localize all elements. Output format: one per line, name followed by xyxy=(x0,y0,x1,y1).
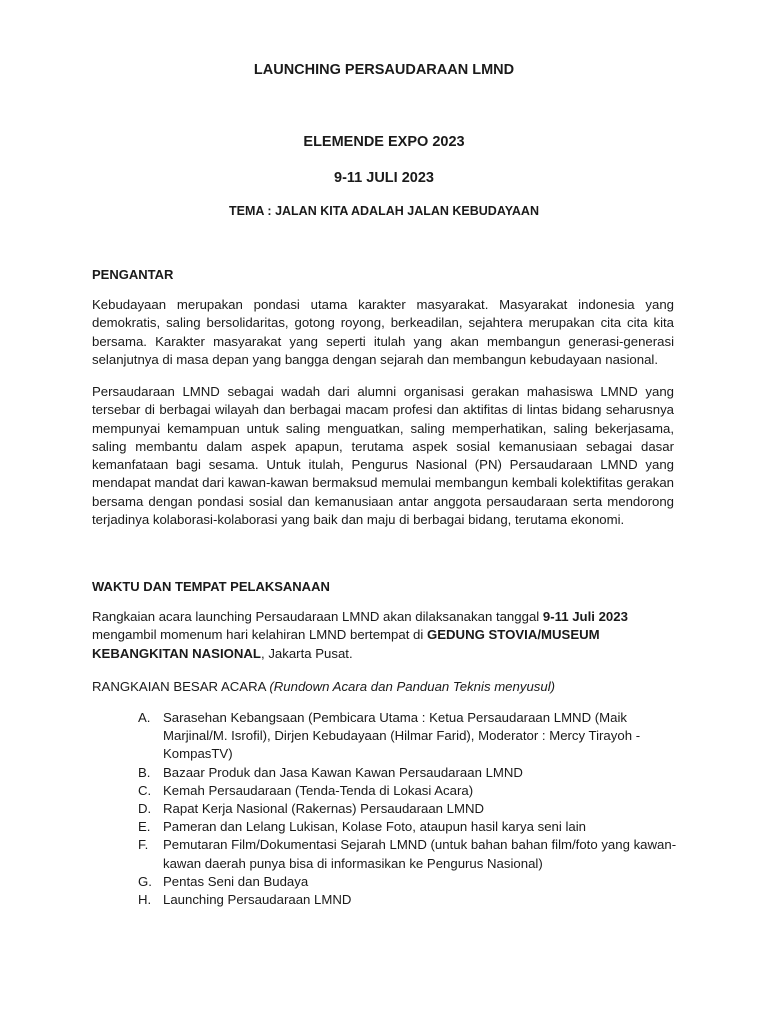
agenda-item-text: Sarasehan Kebangsaan (Pembicara Utama : Ketua Persaudaraan LMND (Maik Marjinal/M. Isrofil), Dirjen Kebudayaan (Hilmar Farid), Moderator : Mercy Tirayoh - KompasTV) xyxy=(163,710,641,762)
waktu-text-1: Rangkaian acara launching Persaudaraan LMND akan dilaksanakan tanggal xyxy=(92,609,543,624)
agenda-list xyxy=(138,709,683,909)
venue-name: GEDUNG STOVIA/MUSEUM KEBANGKITAN NASIONAL xyxy=(92,627,600,661)
waktu-paragraph xyxy=(92,608,674,663)
agenda-item-letter: C. xyxy=(138,782,152,798)
section-heading-rangkaian: RANGKAIAN BESAR ACARA xyxy=(92,679,266,694)
event-date-inline: 9-11 Juli 2023 xyxy=(542,609,628,624)
agenda-item-letter: G. xyxy=(138,873,152,889)
agenda-item xyxy=(138,782,683,800)
rangkaian-note: (Rundown Acara dan Panduan Teknis menyusul) xyxy=(269,679,556,694)
agenda-item xyxy=(138,764,683,782)
section-heading-waktu: WAKTU DAN TEMPAT PELAKSANAAN xyxy=(92,579,330,594)
agenda-item-letter: H. xyxy=(138,892,152,908)
agenda-item-text: Pameran dan Lelang Lukisan, Kolase Foto, ataupun hasil karya seni lain xyxy=(163,819,587,835)
agenda-item-text: Pemutaran Film/Dokumentasi Sejarah LMND (untuk bahan bahan film/foto yang kawan-kawan daerah punya bisa di informasikan ke Pengurus Nasional) xyxy=(163,837,677,871)
agenda-item xyxy=(138,709,683,764)
agenda-item-letter: E. xyxy=(138,819,151,835)
document-title: LAUNCHING PERSAUDARAAN LMND xyxy=(253,62,515,78)
agenda-item-text: Rapat Kerja Nasional (Rakernas) Persaudaraan LMND xyxy=(163,801,485,817)
agenda-item xyxy=(138,891,683,909)
agenda-item xyxy=(138,836,683,872)
agenda-item-text: Launching Persaudaraan LMND xyxy=(163,892,352,908)
pengantar-paragraph-1: Kebudayaan merupakan pondasi utama karakter masyarakat. Masyarakat indonesia yang demokratis, saling bersolidaritas, gotong royong, berkeadilan, sejahtera merupakan cita cita kita bersama. Karakter masyarakat yang seperti itulah yang akan membangun generasi-generasi selanjutnya di masa depan yang bangga dengan sejarah dan membangun kebudayaan nasional. xyxy=(92,297,674,367)
section-heading-pengantar: PENGANTAR xyxy=(92,267,174,282)
agenda-item-text: Bazaar Produk dan Jasa Kawan Kawan Persaudaraan LMND xyxy=(163,764,523,780)
agenda-item-text: Kemah Persaudaraan (Tenda-Tenda di Lokasi Acara) xyxy=(163,782,474,798)
event-name: ELEMENDE EXPO 2023 xyxy=(303,134,465,150)
event-theme: TEMA : JALAN KITA ADALAH JALAN KEBUDAYAAN xyxy=(229,204,539,218)
agenda-item xyxy=(138,873,683,891)
agenda-item-letter: B. xyxy=(138,764,151,780)
agenda-item-letter: A. xyxy=(138,710,151,725)
agenda-item-text: Pentas Seni dan Budaya xyxy=(163,873,309,889)
waktu-text-2: mengambil momenum hari kelahiran LMND bertempat di xyxy=(92,627,427,643)
rangkaian-heading-line xyxy=(92,678,674,696)
agenda-item-letter: F. xyxy=(138,837,149,853)
waktu-text-3: , Jakarta Pusat. xyxy=(261,645,353,661)
agenda-item-letter: D. xyxy=(138,801,152,817)
event-date: 9-11 JULI 2023 xyxy=(334,170,434,186)
agenda-item xyxy=(138,818,683,836)
agenda-item xyxy=(138,800,683,818)
pengantar-paragraph-2: Persaudaraan LMND sebagai wadah dari alumni organisasi gerakan mahasiswa LMND yang tersebar di berbagai wilayah dan berbagai macam profesi dan aktifitas di lintas bidang seharusnya mempunyai kemampuan untuk saling menguatkan, saling memperhatikan, saling bekerjasama, saling membantu dalam aspek apapun, terutama aspek sosial kemanusiaan sebagai dasar kemanfataan bagi sesama. Untuk itulah, Pengurus Nasional (PN) Persaudaraan LMND yang mendapat mandat dari kawan-kawan bermaksud memulai membangun kembali kolektifitas gerakan bersama dengan pondasi sosial dan kemanusiaan antar anggota persaudaraan serta mendorong terjadinya kolaborasi-kolaborasi yang baik dan maju di berbagai bidang, terutama ekonomi. xyxy=(92,384,674,528)
